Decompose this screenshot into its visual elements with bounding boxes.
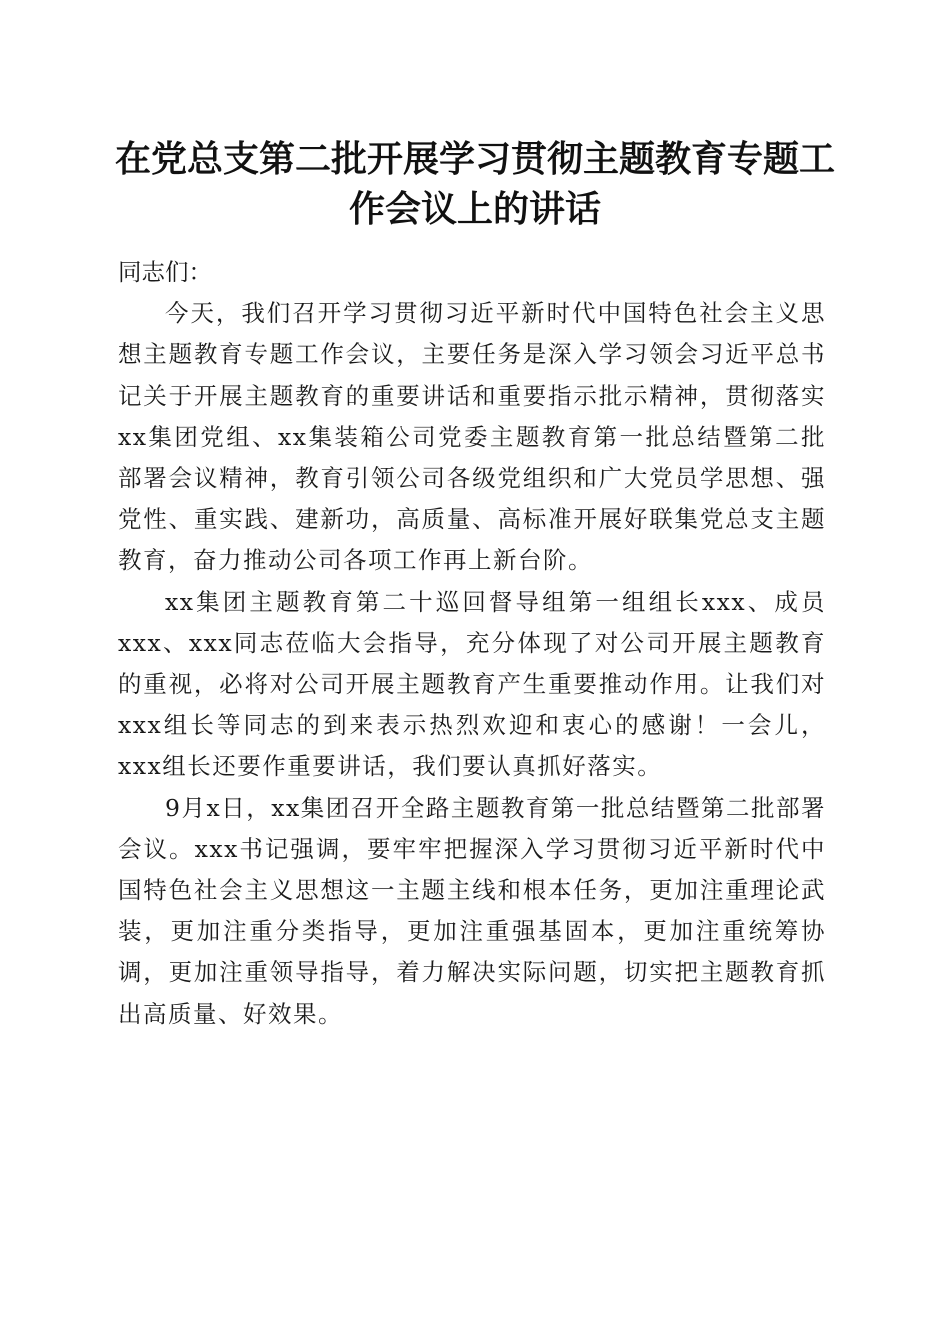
paragraph: 今天，我们召开学习贯彻习近平新时代中国特色社会主义思想主题教育专题工作会议，主要任务是深入学习领会习近平总书记关于开展主题教育的重要讲话和重要指示批示精神，贯彻落实xx集团党组、xx集装箱公司党委主题教育第一批总结暨第二批部署会议精神，教育引领公司各级党组织和广大党员学思想、强党性、重实践、建新功，高质量、高标准开展好联集党总支主题教育，奋力推动公司各项工作再上新台阶。 bbox=[118, 299, 826, 575]
document-title: 在党总支第二批开展学习贯彻主题教育专题工作会议上的讲话 bbox=[114, 138, 835, 230]
salutation: 同志们： bbox=[118, 258, 212, 286]
paragraph: xx集团主题教育第二十巡回督导组第一组组长xxx、成员xxx、xxx同志莅临大会指导，充分体现了对公司开展主题教育的重视，必将对公司开展主题教育产生重要推动作用。让我们对xxx组长等同志的到来表示热烈欢迎和衷心的感谢！一会儿，xxx组长还要作重要讲话，我们要认真抓好落实。 bbox=[118, 587, 826, 781]
document-body bbox=[118, 252, 826, 1035]
paragraph: 9月x日，xx集团召开全路主题教育第一批总结暨第二批部署会议。xxx书记强调，要牢牢把握深入学习贯彻习近平新时代中国特色社会主义思想这一主题主线和根本任务，更加注重理论武装，更加注重分类指导，更加注重强基固本，更加注重统筹协调，更加注重领导指导，着力解决实际问题，切实把主题教育抓出高质量、好效果。 bbox=[118, 793, 826, 1028]
